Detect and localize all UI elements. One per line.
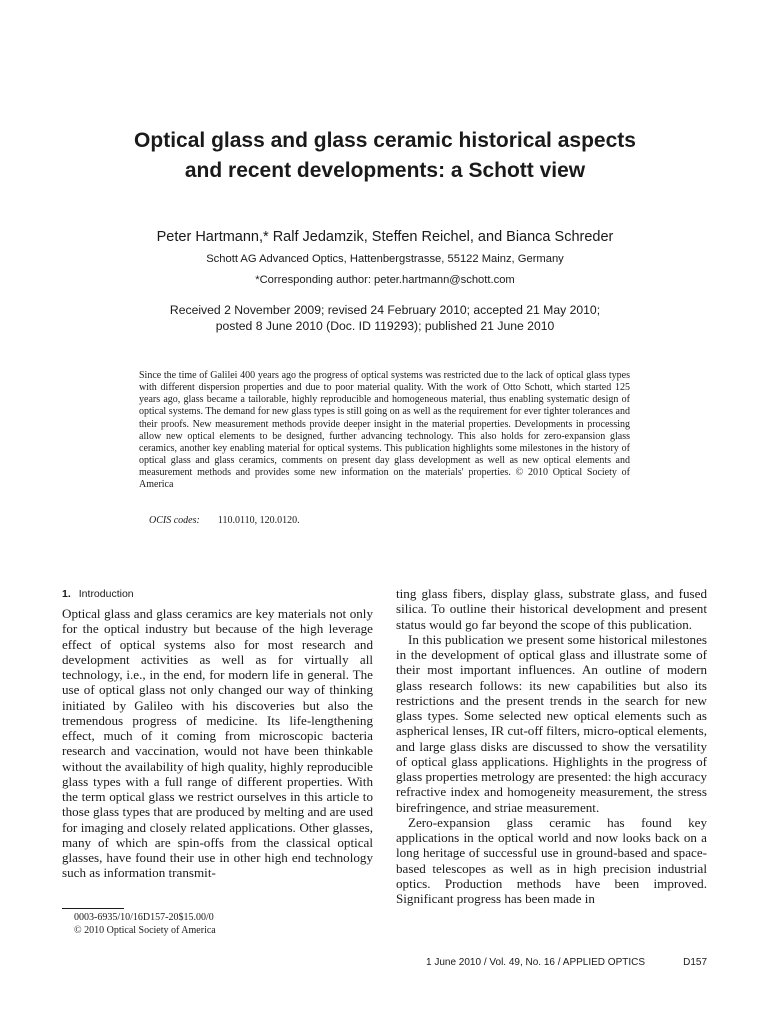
abstract <box>139 370 630 492</box>
journal-citation: 1 June 2010 / Vol. 49, No. 16 / APPLIED OPTICS <box>426 957 646 968</box>
footnote-line-2: © 2010 Optical Society of America <box>74 924 216 936</box>
body-paragraph: In this publication we present some historical milestones in the development of optical glass and illustrate some of their most important influences. An outline of modern glass research follows: its new capabilities but also its restrictions and the present trends in the search for new glass types. Some selected new optical elements such as aspherical lenses, IR cut-off filters, micro-optical elements, and large glass disks are discussed to show the versatility of optical glass applications. Highlights in the progress of glass properties metrology are presented: the high accuracy refractive index and homogeneity measurement, the stress birefringence, and striae measurement. <box>396 631 707 815</box>
right-column <box>396 586 707 906</box>
corresponding-author: *Corresponding author: peter.hartmann@schott.com <box>255 274 515 286</box>
section-number: 1. <box>62 588 71 600</box>
history-line-1: Received 2 November 2009; revised 24 February 2010; accepted 21 May 2010; <box>169 303 601 317</box>
footnote-divider <box>62 908 124 909</box>
affiliation: Schott AG Advanced Optics, Hattenbergstrasse, 55122 Mainz, Germany <box>206 253 564 265</box>
page-number: D157 <box>683 957 707 968</box>
publication-history <box>40 302 730 334</box>
article-title <box>60 126 710 186</box>
abstract-text: Since the time of Galilei 400 years ago the progress of optical systems was restricted due to the lack of optical glass types with different dispersion properties and due to poor material quality. With the work of Otto Schott, which started 125 years ago, glass became a tailorable, highly reproducible and homogeneous material, thus enabling systematic design of optical systems. The demand for new glass types is still going on as well as the requirement for ever tighter tolerances and their proofs. New measurement methods provide deeper insight in the material properties. Developments in processing allow new optical elements to be designed, further advancing technology. This also holds for zero-expansion glass ceramics, another key enabling material for optical systems. This publication highlights some milestones in the history of optical glass and glass ceramics, comments on present day glass development as well as new optical elements and measurement methods and provides some new information on the materials' properties. © 2010 Optical Society of America <box>139 370 630 491</box>
section-heading <box>62 588 373 600</box>
body-paragraph: Zero-expansion glass ceramic has found key applications in the optical world and now looks back on a long heritage of successful use in ground-based and space-based telescopes as well as in high precision industrial optics. Production methods have been improved. Significant progress has been made in <box>396 814 707 906</box>
footnote <box>74 912 216 937</box>
section-title: Introduction <box>78 588 134 600</box>
title-line-1: Optical glass and glass ceramic historical aspects <box>134 129 636 152</box>
left-column <box>62 588 373 881</box>
ocis-values: 110.0110, 120.0120. <box>217 515 300 526</box>
history-line-2: posted 8 June 2010 (Doc. ID 119293); published 21 June 2010 <box>215 319 555 333</box>
body-paragraph: ting glass fibers, display glass, substrate glass, and fused silica. To outline their historical development and present status would go far beyond the scope of this publication. <box>396 586 707 632</box>
title-line-2: and recent developments: a Schott view <box>184 159 586 182</box>
ocis-codes <box>139 515 300 526</box>
footnote-line-1: 0003-6935/10/16D157-20$15.00/0 <box>74 912 214 923</box>
author-list: Peter Hartmann,* Ralf Jedamzik, Steffen Reichel, and Bianca Schreder <box>156 229 614 245</box>
ocis-label: OCIS codes: <box>149 515 200 526</box>
body-paragraph: Optical glass and glass ceramics are key materials not only for the optical industry but because of the high leverage effect of optical systems also for most research and development activities as well as for virtually all technology, i.e., in the end, for modern life in general. The use of optical glass not only changed our way of thinking initiated by Galileo with his discoveries but also the tremendous progress of medicine. Its life-lengthening effect, much of it coming from microscopic bacteria research and vaccination, would not have been thinkable without the availability of high quality, highly reproducible glass types with a full range of different properties. With the term optical glass we restrict ourselves in this article to those glass types that are produced by melting and are used for imaging and closely related applications. Other glasses, many of which are spin-offs from the classical optical glasses, have found their use in other high end technology such as information transmit- <box>62 606 373 881</box>
